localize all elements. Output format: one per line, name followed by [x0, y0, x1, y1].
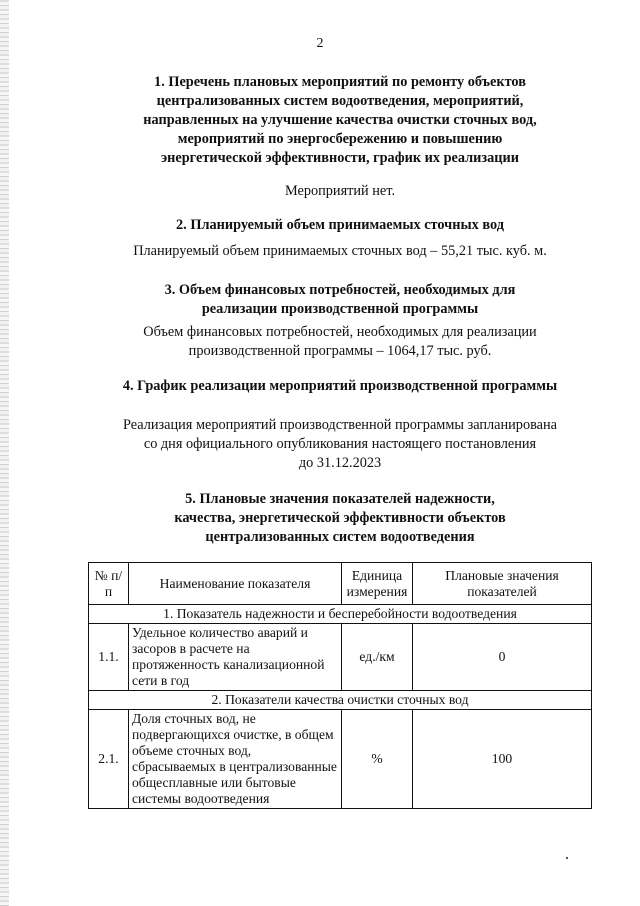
heading-line: 5. Плановые значения показателей надежности,: [185, 491, 495, 507]
section-4-heading: 4. График реализации мероприятий производственной программы: [122, 378, 558, 394]
indicators-table: [88, 562, 592, 809]
text-line: до 31.12.2023: [298, 455, 382, 471]
group-row: [89, 605, 592, 624]
group-row: [89, 691, 592, 710]
text-line: Реализация мероприятий производственной программы запланирована: [122, 417, 558, 433]
section-3-heading: [90, 281, 590, 319]
page-number: 2: [316, 36, 324, 51]
cell-unit: ед./км: [342, 624, 413, 691]
section-1-heading: [90, 73, 590, 168]
cell-name: Удельное количество аварий и засоров в расчете на протяженность канализационной сети в год: [129, 624, 342, 691]
cell-number: 2.1.: [89, 710, 129, 809]
header-unit: Единица измерения: [342, 563, 413, 605]
text-line: производственной программы – 1064,17 тыс. руб.: [188, 343, 492, 359]
heading-line: 3. Объем финансовых потребностей, необходимых для: [164, 282, 516, 298]
header-number: № п/п: [89, 563, 129, 605]
cell-value: 100: [413, 710, 592, 809]
group-title: 2. Показатели качества очистки сточных вод: [89, 691, 592, 710]
heading-line: качества, энергетической эффективности объектов: [174, 510, 506, 526]
table-row: [89, 710, 592, 809]
section-5-heading: [90, 490, 590, 547]
cell-value: 0: [413, 624, 592, 691]
heading-line: энергетической эффективности, график их реализации: [160, 150, 520, 166]
table-header-row: [89, 563, 592, 605]
scan-edge: [0, 0, 9, 906]
heading-line: направленных на улучшение качества очистки сточных вод,: [143, 112, 537, 128]
cell-unit: %: [342, 710, 413, 809]
heading-line: реализации производственной программы: [201, 301, 479, 317]
heading-line: централизованных систем водоотведения: [205, 529, 475, 545]
heading-line: мероприятий по энергосбережению и повышению: [177, 131, 503, 147]
section-1-text: Мероприятий нет.: [284, 183, 396, 199]
table-row: [89, 624, 592, 691]
section-3-text: [90, 323, 590, 361]
section-2-heading: 2. Планируемый объем принимаемых сточных вод: [176, 217, 504, 233]
section-4-text: [80, 416, 600, 473]
section-2-text: Планируемый объем принимаемых сточных вод – 55,21 тыс. куб. м.: [133, 243, 547, 259]
text-line: со дня официального опубликования настоящего постановления: [143, 436, 537, 452]
cell-number: 1.1.: [89, 624, 129, 691]
scan-speck: [566, 857, 568, 859]
heading-line: 1. Перечень плановых мероприятий по ремонту объектов: [154, 74, 526, 90]
heading-line: централизованных систем водоотведения, мероприятий,: [156, 93, 524, 109]
cell-name: Доля сточных вод, не подвергающихся очистке, в общем объеме сточных вод, сбрасываемых в централизованные общесплавные или бытовые системы водоотведения: [129, 710, 342, 809]
header-value: Плановые значения показателей: [413, 563, 592, 605]
group-title: 1. Показатель надежности и бесперебойности водоотведения: [89, 605, 592, 624]
header-name: Наименование показателя: [129, 563, 342, 605]
text-line: Объем финансовых потребностей, необходимых для реализации: [143, 324, 537, 340]
